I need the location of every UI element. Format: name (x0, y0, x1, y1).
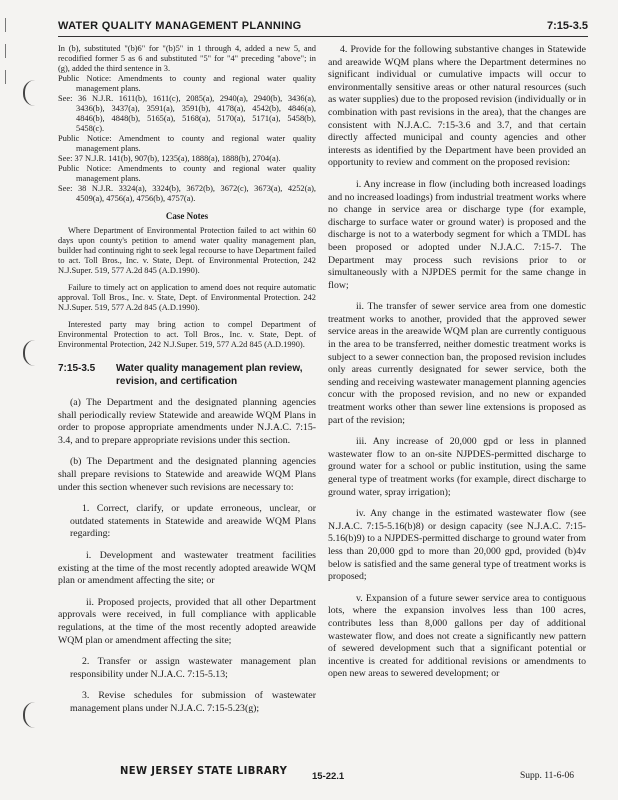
page-header (58, 20, 588, 37)
case-note: Interested party may bring action to compel Department of Environmental Protection to act. Toll Bros., Inc. v. State, Dept. of Environmental Protection, 242 N.J.Super. 519, 577 A.2d 845 (A.D.1990). (58, 320, 316, 349)
page-number: 15-22.1 (312, 771, 345, 782)
section-title: Water quality management plan review, revision, and certification (116, 363, 303, 387)
case-notes-heading: Case Notes (165, 211, 209, 221)
binder-margin (0, 0, 12, 800)
item-3: 3. Revise schedules for submission of wastewater management plans under N.J.A.C. 7:15-5.23(g); (70, 690, 316, 714)
public-notice: Public Notice: Amendment to county and regional water quality management plans. (58, 134, 316, 153)
paragraph-a: (a) The Department and the designated planning agencies shall periodically review Statewide and areawide WQM Plans in order to propose appropriate amendments under N.J.A.C. 7:15-3.4, and to prepare appropriate revisions under this section. (58, 397, 316, 446)
punch-hole (23, 702, 45, 728)
paragraph-b: (b) The Department and the designated planning agencies shall prepare revisions to Statewide and areawide WQM Plans under this section whenever such revisions are necessary to: (58, 456, 316, 493)
section-heading (58, 362, 316, 388)
punch-hole (23, 340, 45, 366)
see-citation: See: 36 N.J.R. 1611(b), 1611(c), 2085(a), 2940(a), 2940(b), 3436(a), 3436(b), 3437(a), 3591(a), 3591(b), 4178(a), 4542(b), 4846(a), 4846(b), 4848(b), 5165(a), 5168(a), 5170(a), 5171(a), 5458(b), 5458(c). (58, 94, 316, 133)
item-4-v: v. Expansion of a future sewer service area to contiguous lots, where the expansion involves less than 100 acres, contributes less than 8,000 gallons per day of additional wastewater flow, and does not create a significantly new pattern of sewered development such that a significant potential or incentive is created for additional revisions or amendments to open new areas to sewered development; or (328, 592, 586, 680)
item-4-ii: ii. The transfer of sewer service area from one domestic treatment works to another, provided that the approved sewer service areas in the areawide WQM plan are currently contiguous in the area to be transferred, neither domestic treatment works is subject to a sewer connection ban, the proposed revision includes only areas currently designated for sewer service, both the sending and receiving wastewater management planning agencies concur with the proposed revision, and no new or expanded treatment works other than sewer line extensions is proposed as part of the revision; (328, 301, 586, 426)
header-title: WATER QUALITY MANAGEMENT PLANNING (58, 20, 302, 32)
library-stamp: NEW JERSEY STATE LIBRARY (120, 765, 288, 778)
case-note: Failure to timely act on application to amend does not require automatic approval. Toll Bros., Inc. v. State, Dept. of Environmental Protection. 242 N.J.Super. 519, 577 A.2d 845 (A.D.1990). (58, 283, 316, 312)
item-2: 2. Transfer or assign wastewater management plan responsibility under N.J.A.C. 7:15-5.13; (70, 656, 316, 680)
right-column (328, 44, 586, 690)
left-column (58, 44, 316, 724)
public-notice: Public Notice: Amendments to county and regional water quality management plans. (58, 164, 316, 183)
case-note: Where Department of Environmental Protection failed to act within 60 days upon county's petition to amend water quality management plan, builder had continuing right to seek legal recourse to have Department failed to act. Toll Bros., Inc. v. State, Dept. of Environmental Protection, 242 N.J.Super. 519, 577 A.2d 845 (A.D.1990). (58, 226, 316, 275)
binder-mark (5, 18, 6, 32)
item-4: 4. Provide for the following substantive changes in Statewide and areawide WQM plans where the Department determines no significant individual or cumulative impacts will occur to environmentally sensitive areas or other natural resources (such as water supplies) due to the proposed revision (individually or in combination with past revisions in the area), that the changes are consistent with N.J.A.C. 7:15-3.6 and 3.7, and that certain directly affected municipal and county agencies and other interests as identified by the Department have been provided an opportunity to review and comment on the proposed revision: (328, 44, 586, 169)
binder-mark (5, 44, 6, 58)
see-citation: See: 37 N.J.R. 141(b), 907(b), 1235(a), 1888(a), 1888(b), 2704(a). (58, 154, 281, 163)
item-4-i: i. Any increase in flow (including both increased loadings and no increased loadings) from industrial treatment works where no change in service area or discharge type (for example, discharge to surface water or ground water) is proposed and the discharge is not to a waterbody segment for which a TMDL has been proposed or adopted under N.J.A.C. 7:15-7. The Department may process such revisions prior to or simultaneously with a NJPDES permit for the same change in flow; (328, 178, 586, 291)
supplement-date: Supp. 11-6-06 (520, 771, 575, 781)
item-1-i: i. Development and wastewater treatment facilities existing at the time of the most recently adopted areawide WQM plan or amendment affecting the site; or (58, 549, 316, 587)
history-note: In (b), substituted "(b)6" for "(b)5" in 1 through 4, added a new 5, and recodified former 5 as 6 and substituted "5" for "4" preceding "above"; in (g), added the third sentence in 3. (58, 44, 316, 73)
see-citation: See: 38 N.J.R. 3324(a), 3324(b), 3672(b), 3672(c), 3673(a), 4252(a), 4509(a), 4756(a), 4756(b), 4757(a). (58, 184, 316, 203)
item-4-iv: iv. Any change in the estimated wastewater flow (see N.J.A.C. 7:15-5.16(b)8) or design capacity (see N.J.A.C. 7:15-5.16(b)9) to a NJPDES-permitted discharge to ground water from less than 20,000 gpd to more than 20,000 gpd, provided (b)4v below is satisfied and the same general type of treatment works is proposed; (328, 508, 586, 583)
item-1-ii: ii. Proposed projects, provided that all other Department approvals were received, in full compliance with applicable regulations, at the time of the most recently adopted areawide WQM plan or amendment affecting the site; (58, 596, 316, 646)
item-1: 1. Correct, clarify, or update erroneous, unclear, or outdated statements in Statewide and areawide WQM Plans regarding: (70, 503, 316, 540)
punch-hole (23, 80, 45, 106)
section-number: 7:15-3.5 (58, 363, 96, 374)
public-notice: Public Notice: Amendments to county and regional water quality management plans. (58, 74, 316, 93)
header-section: 7:15-3.5 (547, 20, 588, 32)
item-4-iii: iii. Any increase of 20,000 gpd or less in planned wastewater flow to an on-site NJPDES-permitted discharge to ground water for a school or public institution, using the same general type of treatment works (for example, direct discharge to ground water, spray irrigation); (328, 436, 586, 498)
binder-mark (5, 70, 6, 84)
